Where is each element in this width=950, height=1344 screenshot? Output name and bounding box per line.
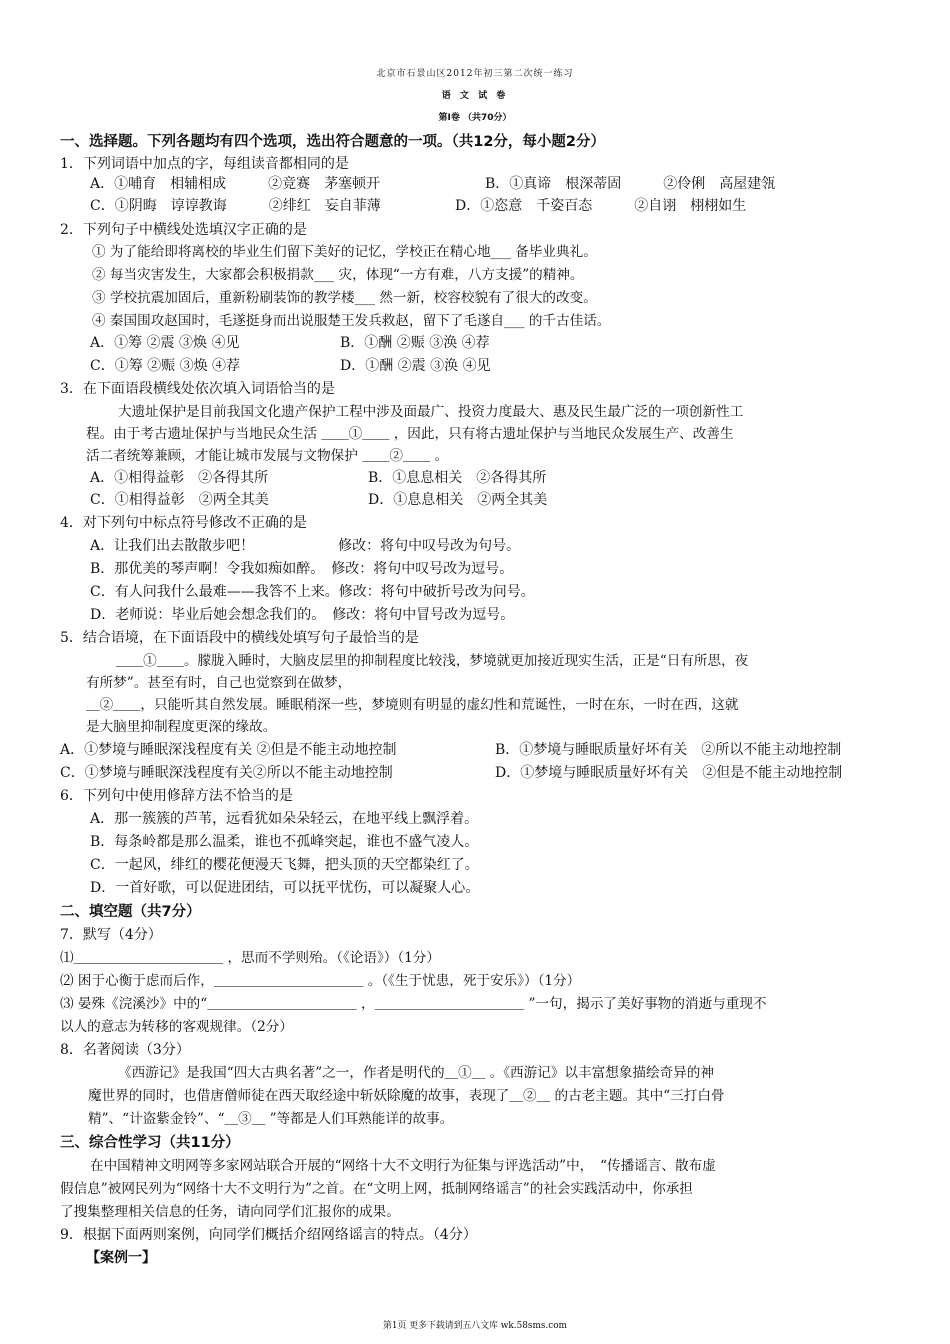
page-footer: 第1页 更多下载请到五八文库 wk.58sms.com bbox=[383, 1321, 567, 1331]
question-3-option-c: C．①相得益彰 ②两全其美 bbox=[90, 492, 269, 508]
question-6-option-a: A．那一簇簇的芦苇，远看犹如朵朵轻云，在地平线上飘浮着。 bbox=[90, 811, 479, 827]
section-3-intro-line-3: 了搜集整理相关信息的任务，请向同学们汇报你的成果。 bbox=[60, 1204, 400, 1220]
question-2-sentence-2: ② 每当灾害发生，大家都会积极捐款___ 灾，体现“一方有难，八方支援”的精神。 bbox=[92, 267, 584, 283]
question-8-stem: 8．名著阅读（3分） bbox=[60, 1042, 190, 1058]
question-2-sentence-1: ① 为了能给即将离校的毕业生们留下美好的记忆，学校正在精心地___ 备毕业典礼。 bbox=[92, 244, 597, 260]
question-8-passage-line-3: 精”、“计盗紫金铃”、“＿③＿ ”等都是人们耳熟能详的故事。 bbox=[88, 1111, 454, 1127]
case-1-label: 【案例一】 bbox=[86, 1250, 156, 1266]
question-5-passage-line-3: ＿②＿＿，只能听其自然发展。睡眠稍深一些，梦境则有明显的虚幻性和荒诞性，一时在东，一时在西，这就 bbox=[86, 697, 739, 713]
question-5-passage-line-2: 有所梦”。甚至有时，自己也觉察到在做梦， bbox=[86, 675, 352, 691]
question-2-option-b: B．①酬 ②赈 ③涣 ④荐 bbox=[340, 335, 490, 351]
question-3-option-d: D．①息息相关 ②两全其美 bbox=[368, 492, 548, 508]
exam-subtitle: 北京市石景山区2012年初三第二次统一练习 bbox=[376, 69, 574, 79]
question-6-stem: 6．下列句中使用修辞方法不恰当的是 bbox=[60, 788, 293, 804]
question-4-option-c: C．有人问我什么最难——我答不上来。修改：将句中破折号改为问号。 bbox=[90, 584, 535, 600]
section-3-intro-line-1: 在中国精神文明网等多家网站联合开展的“网络十大不文明行为征集与评选活动”中， “传播谣言、散布虚 bbox=[90, 1158, 716, 1174]
question-4-option-b: B．那优美的琴声啊！令我如痴如醉。 修改：将句中叹号改为逗号。 bbox=[90, 561, 514, 577]
question-7-line-2: ⑵ 困于心衡于虑而后作，＿＿＿＿＿＿＿＿＿＿＿ 。（《生于忧患，死于安乐》）（1分） bbox=[60, 973, 581, 989]
section-heading-fill: 二、填空题（共7分） bbox=[60, 904, 201, 920]
question-1-option-a: A．①哺育 相辅相成 ②竞赛 茅塞顿开 bbox=[90, 176, 381, 192]
question-5-option-b: B．①梦境与睡眠质量好坏有关 ②所以不能主动地控制 bbox=[495, 742, 842, 758]
question-3-passage-line-1: 大遗址保护是目前我国文化遗产保护工程中涉及面最广、投资力度最大、惠及民生最广泛的一项创新性工 bbox=[118, 404, 744, 420]
question-1-option-c: C．①阴晦 谆谆教诲 ②绯红 妄自菲薄 bbox=[90, 198, 381, 214]
question-7-stem: 7．默写（4分） bbox=[60, 927, 162, 943]
question-3-stem: 3．在下面语段横线处依次填入词语恰当的是 bbox=[60, 381, 335, 397]
question-1-stem: 1．下列词语中加点的字，每组读音都相同的是 bbox=[60, 156, 349, 172]
question-6-option-c: C．一起风，绯红的樱花便漫天飞舞，把头顶的天空都染红了。 bbox=[90, 857, 479, 873]
question-3-passage-line-3: 活二者统筹兼顾，才能让城市发展与文物保护 ＿＿②＿＿ 。 bbox=[86, 448, 449, 464]
question-1-option-d: D．①恣意 千姿百态 ②自诩 栩栩如生 bbox=[455, 198, 747, 214]
question-3-passage-line-2: 程。由于考古遗址保护与当地民众生活 ＿＿①＿＿ ，因此，只有将古遗址保护与当地民众发展生产、改善生 bbox=[86, 426, 734, 442]
section-heading-choice: 一、选择题。下列各题均有四个选项，选出符合题意的一项。（共12分，每小题2分） bbox=[60, 134, 606, 150]
question-4-option-a: A．让我们出去散散步吧！ 修改：将句中叹号改为句号。 bbox=[90, 538, 521, 554]
question-7-line-1: ⑴＿＿＿＿＿＿＿＿＿＿＿ ，思而不学则殆。（《论语》）（1分） bbox=[60, 950, 440, 966]
question-5-stem: 5．结合语境，在下面语段中的横线处填写句子最恰当的是 bbox=[60, 630, 419, 646]
section-heading-comprehensive: 三、综合性学习（共11分） bbox=[60, 1135, 240, 1151]
question-3-option-b: B．①息息相关 ②各得其所 bbox=[368, 470, 547, 486]
question-7-line-4: 以人的意志为转移的客观规律。（2分） bbox=[60, 1019, 293, 1035]
question-5-option-c: C．①梦境与睡眠深浅程度有关②所以不能主动地控制 bbox=[60, 765, 393, 781]
question-8-passage-line-2: 魔世界的同时，也借唐僧师徒在西天取经途中斩妖除魔的故事，表现了＿②＿ 的古老主题。其中“三打白骨 bbox=[88, 1088, 725, 1104]
question-4-option-d: D．老师说：毕业后她会想念我们的。 修改：将句中冒号改为逗号。 bbox=[90, 607, 515, 623]
question-3-option-a: A．①相得益彰 ②各得其所 bbox=[90, 470, 269, 486]
question-2-sentence-4: ④ 秦国围攻赵国时，毛遂挺身而出说服楚王发兵救赵，留下了毛遂自___ 的千古佳话。 bbox=[92, 313, 611, 329]
question-2-stem: 2．下列句子中横线处选填汉字正确的是 bbox=[60, 222, 307, 238]
question-5-passage-line-4: 是大脑里抑制程度更深的缘故。 bbox=[86, 719, 277, 735]
part-title: 第Ⅰ卷 （共70分） bbox=[438, 113, 512, 123]
question-7-line-3: ⑶ 晏殊《浣溪沙》中的“＿＿＿＿＿＿＿＿＿＿＿ ，＿＿＿＿＿＿＿＿＿＿＿ ”一句，揭示了美好事物的消逝与重现不 bbox=[60, 996, 767, 1012]
question-8-passage-line-1: 《西游记》是我国“四大古典名著”之一，作者是明代的＿①＿ 。《西游记》以丰富想象描绘奇异的神 bbox=[118, 1065, 714, 1081]
question-6-option-b: B．每条岭都是那么温柔，谁也不孤峰突起，谁也不盛气凌人。 bbox=[90, 834, 479, 850]
question-2-option-d: D．①酬 ②震 ③涣 ④见 bbox=[340, 358, 491, 374]
question-1-option-b: B．①真谛 根深蒂固 ②伶俐 高屋建瓴 bbox=[485, 176, 776, 192]
question-4-stem: 4．对下列句中标点符号修改不正确的是 bbox=[60, 515, 307, 531]
question-5-option-d: D．①梦境与睡眠质量好坏有关 ②但是不能主动地控制 bbox=[495, 765, 843, 781]
section-3-intro-line-2: 假信息”被网民列为“网络十大不文明行为”之首。在“文明上网，抵制网络谣言”的社会实践活动中，你承担 bbox=[60, 1181, 693, 1197]
exam-title: 语 文 试 卷 bbox=[441, 91, 509, 101]
question-2-option-a: A．①筹 ②震 ③焕 ④见 bbox=[90, 335, 240, 351]
question-9-stem: 9．根据下面两则案例，向同学们概括介绍网络谣言的特点。（4分） bbox=[60, 1227, 477, 1243]
question-5-option-a: A．①梦境与睡眠深浅程度有关 ②但是不能主动地控制 bbox=[60, 742, 397, 758]
question-6-option-d: D．一首好歌，可以促进团结，可以抚平忧伤，可以凝聚人心。 bbox=[90, 880, 480, 896]
question-2-sentence-3: ③ 学校抗震加固后，重新粉刷装饰的教学楼___ 然一新，校容校貌有了很大的改变。 bbox=[92, 290, 597, 306]
question-2-option-c: C．①筹 ②赈 ③焕 ④荐 bbox=[90, 358, 241, 374]
question-5-passage-line-1: ＿＿①＿＿。朦胧入睡时，大脑皮层里的抑制程度比较浅，梦境就更加接近现实生活，正是“日有所思，夜 bbox=[116, 653, 749, 669]
